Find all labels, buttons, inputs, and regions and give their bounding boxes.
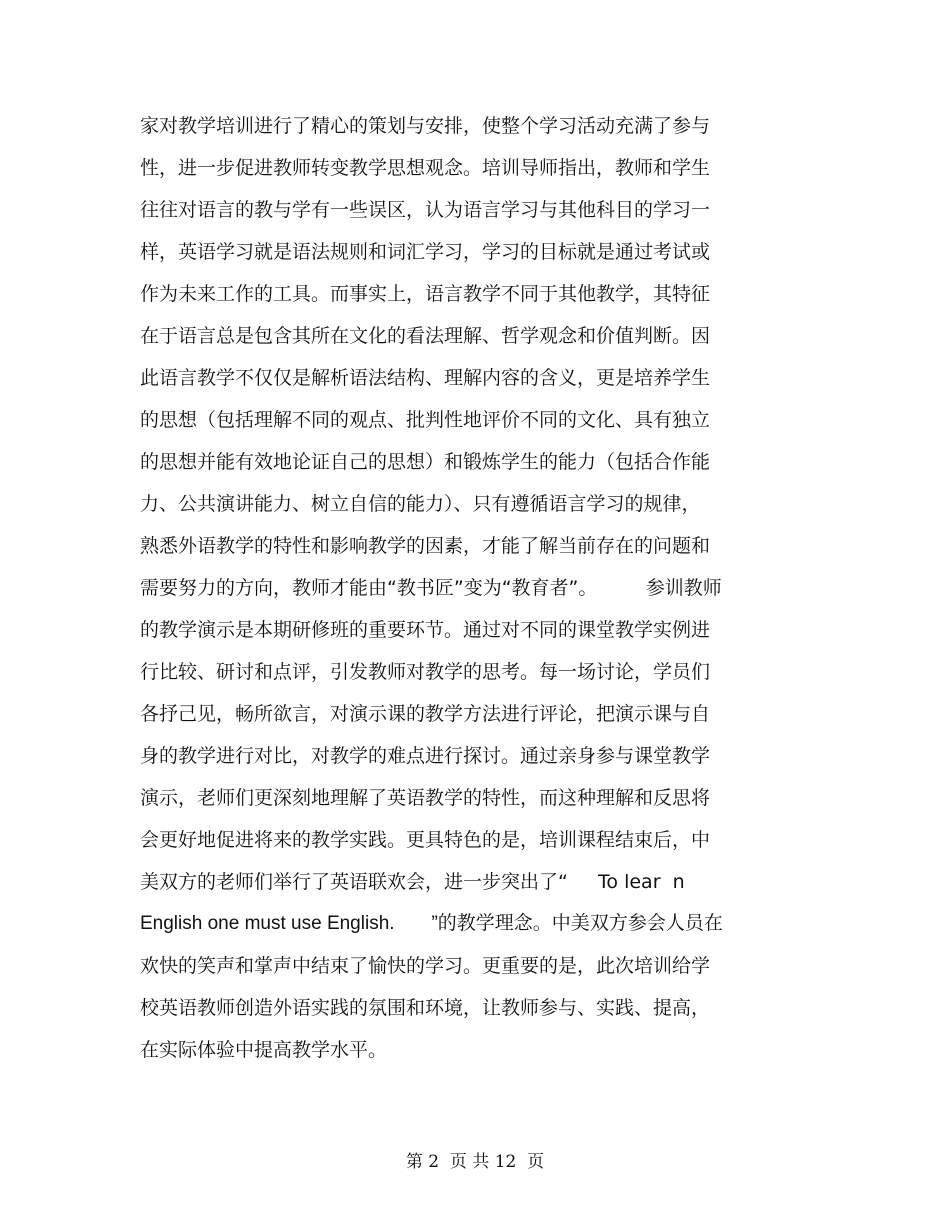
text-line: 的思想并能有效地论证自己的思想）和锻炼学生的能力（包括合作能	[140, 451, 711, 473]
text-line: 在于语言总是包含其所在文化的看法理解、哲学观念和价值判断。因	[140, 325, 711, 347]
text-line: 家对教学培训进行了精心的策划与安排，使整个学习活动充满了参与	[140, 115, 711, 137]
text-line: 样，英语学习就是语法规则和词汇学习，学习的目标就是通过考试或	[140, 241, 711, 263]
text-line: 力、公共演讲能力、树立自信的能力）、只有遵循语言学习的规律，	[140, 493, 701, 515]
text-line: 会更好地促进将来的教学实践。更具特色的是，培训课程结束后，中	[140, 829, 711, 851]
text-line: 往往对语言的教与学有一些误区，认为语言学习与其他科目的学习一	[140, 199, 711, 221]
text-line: 性，进一步促进教师转变教学思想观念。培训导师指出，教师和学生	[140, 157, 711, 179]
text-line: 欢快的笑声和掌声中结束了愉快的学习。更重要的是，此次培训给学	[140, 955, 711, 977]
text-line: 各抒己见，畅所欲言，对演示课的教学方法进行评论，把演示课与自	[140, 703, 711, 725]
text-line: English one must use English. ”的教学理念。中美双方参会人员在	[140, 913, 723, 934]
text-line: 的思想（包括理解不同的观点、批判性地评价不同的文化、具有独立	[140, 409, 711, 431]
text-line: 作为未来工作的工具。而事实上，语言教学不同于其他教学，其特征	[140, 283, 711, 305]
text-line: 此语言教学不仅仅是解析语法结构、理解内容的含义，更是培养学生	[140, 367, 711, 389]
text-line: 行比较、研讨和点评，引发教师对教学的思考。每一场讨论，学员们	[140, 661, 711, 683]
text-line: 校英语教师创造外语实践的氛围和环境，让教师参与、实践、提高，	[140, 997, 711, 1019]
text-line: 演示，老师们更深刻地理解了英语教学的特性，而这种理解和反思将	[140, 787, 711, 809]
text-line: 熟悉外语教学的特性和影响教学的因素，才能了解当前存在的问题和	[140, 535, 711, 557]
text-line: 需要努力的方向，教师才能由“教书匠”变为“教育者”。 参训教师	[140, 577, 722, 599]
text-line: 在实际体验中提高教学水平。	[140, 1039, 388, 1061]
text-line: 身的教学进行对比，对教学的难点进行探讨。通过亲身参与课堂教学	[140, 745, 711, 767]
text-line: 美双方的老师们举行了英语联欢会，进一步突出了“ To lear n	[140, 871, 685, 893]
text-line: 的教学演示是本期研修班的重要环节。通过对不同的课堂教学实例进	[140, 619, 711, 641]
page-number-footer: 第 2 页 共 12 页	[405, 1152, 545, 1172]
